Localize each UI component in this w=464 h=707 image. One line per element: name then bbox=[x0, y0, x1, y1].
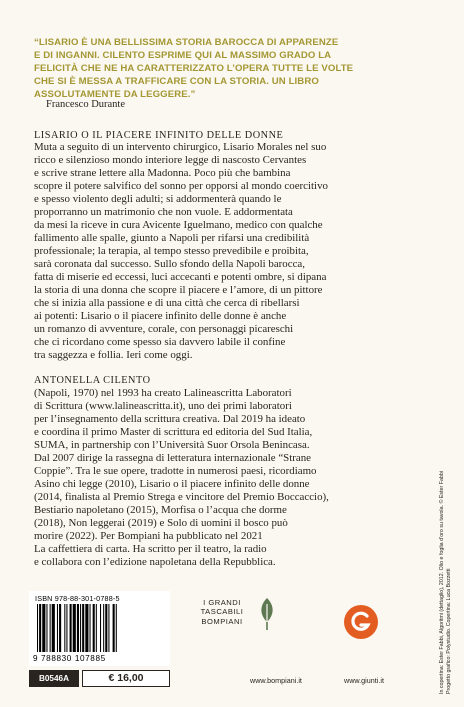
credits-line: In copertina: Ester Fabbi, Algoritmi (dettaglio), 2012. Olio e foglia d’oro su tavola. © Ester Fabbi bbox=[439, 471, 445, 694]
barcode bbox=[35, 604, 163, 652]
quote-line: ASSOLUTAMENTE DA LEGGERE.” bbox=[34, 89, 196, 100]
barcode-bar bbox=[116, 604, 117, 652]
series-name bbox=[178, 598, 266, 626]
author-heading: ANTONELLA CILENTO bbox=[34, 375, 151, 386]
synopsis-line: professionale; la terapia, al tempo stesso prevedibile e proibita, bbox=[34, 245, 309, 257]
barcode-bar bbox=[77, 604, 79, 652]
bompiani-leaf-logo-icon bbox=[255, 596, 279, 632]
price-box: € 16,00 bbox=[82, 670, 170, 687]
synopsis-line: Muta a seguito di un intervento chirurgico, Lisario Morales nel suo bbox=[34, 141, 327, 153]
barcode-bar bbox=[50, 604, 51, 652]
barcode-bar bbox=[66, 604, 67, 652]
barcode-bar bbox=[85, 604, 88, 652]
quote-line: E DI INGANNI. CILENTO ESPRIME QUI AL MASSIMO GRADO LA bbox=[34, 50, 332, 61]
bio-line: Dal 2007 dirige la rassegna di letteratura internazionale “Strane bbox=[34, 452, 311, 464]
cover-credits bbox=[439, 458, 459, 694]
barcode-bar bbox=[70, 604, 72, 652]
barcode-bar bbox=[105, 604, 107, 652]
bio-line: (2018), Non leggerai (2019) e Solo di uomini il bosco può bbox=[34, 517, 288, 529]
credits-line: Progetto grafico: Polystudio. Copertina: Luca Bozzetti bbox=[446, 568, 452, 694]
isbn-barcode-block bbox=[29, 591, 170, 666]
synopsis-line: scopre il potere salvifico del sonno per opporsi al mondo coercitivo bbox=[34, 180, 328, 192]
synopsis-line: da mesi la riceve in cura Avicente Iguelmano, medico con qualche bbox=[34, 219, 323, 231]
review-quote bbox=[34, 36, 434, 101]
barcode-bar bbox=[46, 604, 47, 652]
synopsis-line: sarà coronata dal successo. Sullo sfondo della Napoli barocca, bbox=[34, 258, 305, 270]
isbn-label: ISBN 978-88-301-0788-5 bbox=[35, 594, 120, 603]
author-bio bbox=[34, 387, 430, 569]
barcode-bar bbox=[103, 604, 104, 652]
series-line: TASCABILI bbox=[200, 607, 244, 617]
series-line: I GRANDI bbox=[203, 598, 241, 607]
giunti-logo-icon bbox=[343, 604, 379, 640]
synopsis-line: ai potenti: Lisario o il piacere infinito delle donne è anche bbox=[34, 310, 287, 322]
bio-line: (2014, finalista al Premio Strega e vincitore del Premio Boccaccio), bbox=[34, 491, 329, 503]
barcode-bar bbox=[39, 604, 41, 652]
bio-line: Bestiario napoletano (2015), Morfisa o l’acqua che dorme bbox=[34, 504, 287, 516]
barcode-bar bbox=[96, 604, 97, 652]
synopsis-line: e scrive strane lettere alla Madonna. Poco più che bambina bbox=[34, 167, 291, 179]
bio-line: morire (2022). Per Bompiani ha pubblicato nel 2021 bbox=[34, 530, 263, 542]
bompiani-url: www.bompiani.it bbox=[250, 676, 302, 685]
bio-line: e collabora con l’edizione napoletana della Repubblica. bbox=[34, 556, 276, 568]
bio-line: Asino chi legge (2010), Lisario o il piacere infinito delle donne bbox=[34, 478, 310, 490]
barcode-bar bbox=[57, 604, 58, 652]
bio-line: SUMA, in partnership con l’Università Suor Orsola Benincasa. bbox=[34, 439, 310, 451]
barcode-digits: 9 788830 107885 bbox=[33, 654, 106, 663]
bio-line: (Napoli, 1970) nel 1993 ha creato Lalineascritta Laboratori bbox=[34, 387, 292, 399]
quote-line: “LISARIO È UNA BELLISSIMA STORIA BAROCCA DI APPARENZE bbox=[34, 37, 339, 48]
barcode-bar bbox=[82, 604, 84, 652]
synopsis-line: fallimento alle spalle, giunto a Napoli per rifarsi una credibilità bbox=[34, 232, 310, 244]
barcode-bar bbox=[100, 604, 101, 652]
bio-line: Coppie”. Tra le sue opere, tradotte in numerosi paesi, ricordiamo bbox=[34, 465, 317, 477]
barcode-bar bbox=[59, 604, 61, 652]
barcode-bar bbox=[52, 604, 55, 652]
synopsis-line: un romanzo di avventure, corale, con personaggi picareschi bbox=[34, 323, 294, 335]
barcode-bar bbox=[80, 604, 81, 652]
barcode-bar bbox=[37, 604, 38, 652]
barcode-bar bbox=[64, 604, 65, 652]
synopsis-line: fatta di miserie ed eccessi, luci accecanti e potenti ombre, si dipana bbox=[34, 271, 327, 283]
barcode-bar bbox=[93, 604, 95, 652]
synopsis-line: e spesso violento degli adulti; si addormenterà quando le bbox=[34, 193, 282, 205]
barcode-bar bbox=[113, 604, 115, 652]
synopsis-line: proporranno un matrimonio che non vuole. E addormentata bbox=[34, 206, 293, 218]
synopsis-line: tra saggezza e follia. Ieri come oggi. bbox=[34, 349, 193, 361]
giunti-url: www.giunti.it bbox=[344, 676, 384, 685]
synopsis-line: ricco e silenzioso mondo interiore legge di nascosto Cervantes bbox=[34, 154, 307, 166]
synopsis-line: che ci ricordano come spesso sia davvero labile il confine bbox=[34, 336, 286, 348]
product-code-badge: B0546A bbox=[29, 670, 79, 687]
barcode-bar bbox=[42, 604, 45, 652]
synopsis-line: la storia di una donna che scopre il piacere e l’amore, di un pittore bbox=[34, 284, 323, 296]
book-synopsis bbox=[34, 141, 430, 362]
quote-author: Francesco Durante bbox=[46, 99, 126, 110]
barcode-bar bbox=[108, 604, 109, 652]
quote-line: CHE SI È MESSA A TRAFFICARE CON LA STORIA. UN LIBRO bbox=[34, 76, 319, 87]
book-title-heading: LISARIO O IL PIACERE INFINITO DELLE DONNE bbox=[34, 130, 284, 141]
synopsis-line: che si inizia alla passione e di una città che cerca di ribellarsi bbox=[34, 297, 300, 309]
barcode-bar bbox=[90, 604, 91, 652]
bio-line: per l’insegnamento della scrittura creativa. Dal 2019 ha ideato bbox=[34, 413, 306, 425]
barcode-bar bbox=[73, 604, 76, 652]
series-line: BOMPIANI bbox=[201, 616, 243, 626]
bio-line: La caffettiera di carta. Ha scritto per il teatro, la radio bbox=[34, 543, 267, 555]
bio-line: di Scrittura (www.lalineascritta.it), uno dei primi laboratori bbox=[34, 400, 292, 412]
bio-line: e coordina il primo Master di scrittura ed editoria del Sud Italia, bbox=[34, 426, 313, 438]
quote-line: FELICITÀ CHE NE HA CARATTERIZZATO L’OPERA TUTTE LE VOLTE bbox=[34, 63, 354, 74]
